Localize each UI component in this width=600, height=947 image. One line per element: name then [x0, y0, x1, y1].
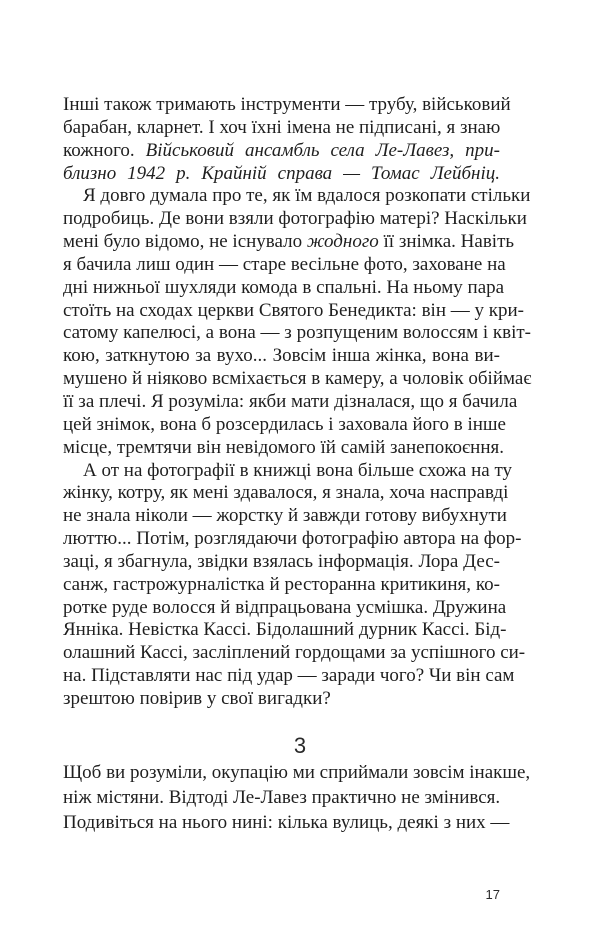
text-line: люттю... Потім, розглядаючи фотографію автора на фор- — [63, 528, 522, 549]
text-line: барабан, кларнет. І хоч їхні імена не підписані, я знаю — [63, 117, 501, 138]
text-line: її за плечі. Я розуміла: якби мати дізналася, що я бачила — [63, 391, 518, 412]
text-line: я бачила лиш один — старе весільне фото, заховане на — [63, 254, 506, 275]
text-line: на. Підставляти нас під удар — заради чого? Чи він сам — [63, 665, 515, 686]
text-run: мені було відомо, не існувало — [63, 231, 307, 252]
text-line: сатому капелюсі, а вона — з розпущеним волоссям і квіт- — [63, 322, 531, 343]
text-line: Я довго думала про те, як їм вдалося розкопати стільки — [83, 185, 531, 206]
text-line: мушено й ніяково всміхається в камеру, а чоловік обіймає — [63, 368, 532, 389]
text-line: стоїть на сходах церкви Святого Бенедикта: він — у кри- — [63, 300, 524, 321]
text-line: олашний Кассі, засліплений гордощами за успішного си- — [63, 642, 526, 663]
text-line: цей знімок, вона б розсердилась і заховала його в інше — [63, 414, 506, 435]
text-run: її знімка. Навіть — [378, 231, 515, 252]
text-line: не знала ніколи — жорстку й завжди готову вибухнути — [63, 505, 507, 526]
italic-caption: близно 1942 р. Крайній справа — Томас Лейбніц. — [63, 163, 500, 184]
chapter-number: 3 — [293, 733, 307, 758]
text-line: дні нижньої шухляди комода в спальні. На ньому пара — [63, 277, 505, 298]
text-line: місце, тремтячи він невідомого їй самій занепокоєння. — [63, 437, 504, 458]
page-number: 17 — [485, 887, 500, 902]
text-line: Подивіться на нього нині: кілька вулиць, деякі з них — — [63, 812, 510, 833]
text-line: А от на фотографії в книжці вона більше схожа на ту — [83, 460, 512, 481]
text-line: ротке руде волосся й відпрацьована усмішка. Дружина — [63, 597, 507, 618]
text-line: санж, гастрожурналістка й ресторанна критикиня, ко- — [63, 574, 500, 595]
text-line: ніж містяни. Відтоді Ле-Лавез практично не змінився. — [63, 787, 501, 808]
text-run: кожного. — [63, 140, 146, 161]
text-line: Щоб ви розуміли, окупацію ми сприймали зовсім інакше, — [63, 762, 531, 783]
italic-caption: Військовий ансамбль села Ле-Лавез, при- — [145, 140, 500, 161]
text-line: зрештою повірив у свої вигадки? — [63, 688, 331, 709]
text-line: подробиць. Де вони взяли фотографію матері? Наскільки — [63, 208, 527, 229]
text-line: жінку, котру, як мені здавалося, я знала, хоча насправді — [63, 482, 509, 503]
text-line: кою, заткнутою за вухо... Зовсім інша жінка, вона ви- — [63, 345, 500, 366]
text-line: Інші також тримають інструменти — трубу, військовий — [63, 94, 511, 115]
emphasis-word: жодного — [306, 231, 379, 252]
text-line: заці, я збагнула, звідки взялась інформація. Лора Дес- — [63, 551, 500, 572]
text-line: Янніка. Невістка Кассі. Бідолашний дурник Кассі. Бід- — [63, 619, 507, 640]
